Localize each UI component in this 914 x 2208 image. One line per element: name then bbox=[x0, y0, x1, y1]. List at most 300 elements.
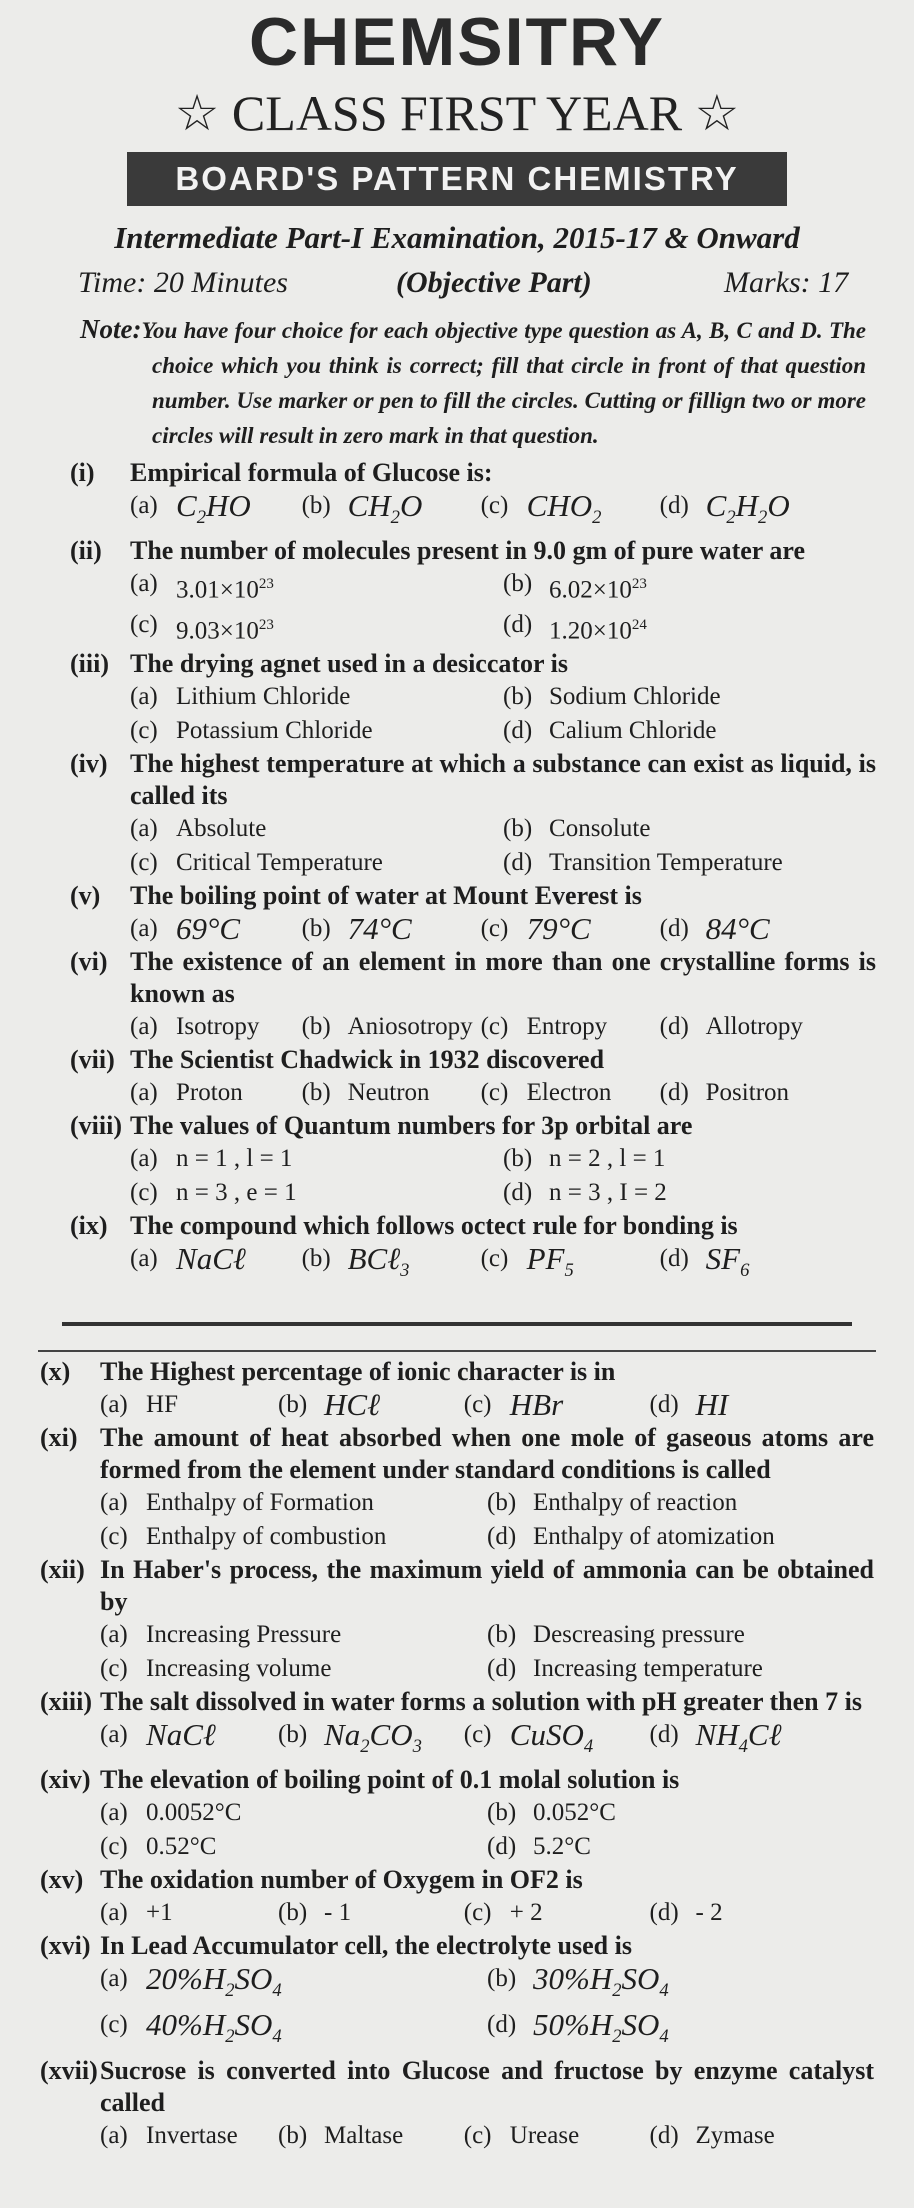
option-text: Allotropy bbox=[705, 1012, 803, 1040]
option-text: $C_2H_2O$ bbox=[705, 488, 790, 529]
question-item bbox=[70, 1210, 876, 1288]
option-item[interactable] bbox=[100, 1652, 487, 1686]
option-label: (a) bbox=[130, 682, 158, 710]
option-label: (c) bbox=[130, 1178, 158, 1206]
option-item[interactable] bbox=[100, 1830, 487, 1864]
option-item[interactable] bbox=[487, 1618, 874, 1652]
question-item bbox=[70, 1110, 876, 1210]
question-text: Empirical formula of Glucose is: bbox=[130, 458, 493, 487]
option-label: (b) bbox=[278, 2121, 308, 2149]
question-text-row bbox=[40, 1764, 874, 1796]
option-item[interactable] bbox=[503, 1142, 876, 1176]
option-item[interactable] bbox=[130, 489, 302, 535]
option-item[interactable] bbox=[650, 1896, 836, 1930]
option-label: (c) bbox=[480, 492, 509, 519]
option-text: HBr bbox=[509, 1387, 564, 1422]
question-item bbox=[70, 535, 876, 648]
option-item[interactable] bbox=[481, 912, 660, 946]
option-text: +1 bbox=[146, 1899, 173, 1927]
option-label: (a) bbox=[130, 1078, 158, 1106]
option-text: Maltase bbox=[324, 2121, 404, 2149]
option-text: Absolute bbox=[176, 814, 267, 842]
option-item[interactable] bbox=[660, 912, 839, 946]
question-text: The Scientist Chadwick in 1932 discovered bbox=[130, 1044, 605, 1074]
option-label: (d) bbox=[487, 2011, 517, 2039]
option-text: Enthalpy of atomization bbox=[533, 1523, 775, 1550]
option-item[interactable] bbox=[487, 1830, 874, 1864]
option-item[interactable] bbox=[130, 608, 503, 648]
option-label: (c) bbox=[130, 848, 158, 876]
option-text: Positron bbox=[705, 1078, 790, 1106]
question-text: The drying agnet used in a desiccator is bbox=[130, 648, 568, 678]
option-label: (a) bbox=[130, 914, 158, 942]
option-text: NaCℓ bbox=[146, 1717, 216, 1752]
options-list bbox=[130, 1142, 876, 1210]
question-text-row bbox=[70, 1044, 876, 1076]
options-list bbox=[100, 2119, 874, 2153]
exam-heading: Intermediate Part-I Examination, 2015-17 & Onward bbox=[114, 220, 800, 255]
option-text: Zymase bbox=[695, 2121, 775, 2149]
option-label: (d) bbox=[503, 610, 533, 638]
question-number: (viii) bbox=[70, 1110, 122, 1140]
option-label: (b) bbox=[301, 492, 331, 519]
option-text: $SF_6$ bbox=[705, 1240, 750, 1282]
option-item[interactable] bbox=[503, 567, 876, 607]
option-item[interactable] bbox=[660, 1242, 839, 1288]
question-number: (ii) bbox=[70, 536, 102, 566]
option-label: (d) bbox=[503, 848, 533, 876]
question-number: (xiii) bbox=[40, 1687, 92, 1716]
question-text: The number of molecules present in 9.0 gm of pure water are bbox=[130, 536, 805, 566]
question-text-row bbox=[40, 1686, 874, 1718]
option-item[interactable] bbox=[100, 1896, 278, 1930]
option-item[interactable] bbox=[100, 1388, 278, 1422]
option-label: (b) bbox=[487, 1621, 517, 1648]
question-text: The oxidation number of Oxygem in OF2 is bbox=[100, 1865, 583, 1895]
option-item[interactable] bbox=[100, 2119, 278, 2153]
options-list bbox=[130, 489, 876, 535]
option-label: (a) bbox=[100, 1391, 128, 1418]
option-item[interactable] bbox=[130, 1142, 503, 1176]
option-label: (a) bbox=[130, 492, 158, 519]
option-label: (d) bbox=[487, 1655, 517, 1682]
option-item[interactable] bbox=[464, 1896, 650, 1930]
option-label: (b) bbox=[487, 1489, 517, 1516]
option-text: 0.0052°C bbox=[146, 1799, 242, 1827]
option-text: Critical Temperature bbox=[176, 848, 383, 876]
question-item bbox=[40, 1422, 874, 1554]
option-text: $3.01\times 10^{23}$ bbox=[176, 576, 274, 604]
option-label: (c) bbox=[463, 2121, 492, 2149]
question-item bbox=[70, 1044, 876, 1110]
option-item[interactable] bbox=[130, 1010, 302, 1044]
option-text: 5.2°C bbox=[533, 1833, 591, 1861]
option-label: (d) bbox=[487, 1523, 517, 1550]
option-label: (d) bbox=[649, 1391, 679, 1418]
option-label: (b) bbox=[301, 914, 331, 942]
options-list bbox=[130, 567, 876, 648]
option-text: $C_2HO$ bbox=[176, 488, 251, 529]
question-text-row bbox=[40, 1864, 874, 1896]
question-text-row bbox=[40, 1930, 874, 1962]
question-text-row bbox=[40, 2055, 874, 2119]
option-item[interactable] bbox=[130, 812, 503, 846]
option-item[interactable] bbox=[130, 680, 503, 714]
question-item bbox=[70, 880, 876, 946]
question-item bbox=[70, 748, 876, 880]
question-text: Sucrose is converted into Glucose and fructose by enzyme catalyst called bbox=[100, 2055, 874, 2117]
option-item[interactable] bbox=[130, 846, 503, 880]
option-text: 84°C bbox=[705, 910, 770, 946]
question-number: (i) bbox=[70, 458, 95, 487]
option-item[interactable] bbox=[278, 2119, 464, 2153]
options-list bbox=[100, 1962, 874, 2054]
question-text-row bbox=[70, 457, 876, 489]
option-item[interactable] bbox=[302, 489, 481, 535]
option-label: (c) bbox=[100, 1655, 128, 1682]
option-label: (d) bbox=[649, 1899, 679, 1927]
option-item[interactable] bbox=[487, 1962, 874, 2008]
option-text: 79°C bbox=[526, 910, 591, 946]
option-text: 0.52°C bbox=[146, 1833, 217, 1861]
option-item[interactable] bbox=[278, 1896, 464, 1930]
option-item[interactable] bbox=[487, 1652, 874, 1686]
option-item[interactable] bbox=[302, 912, 481, 946]
option-text: Sodium Chloride bbox=[549, 682, 721, 710]
option-item[interactable] bbox=[650, 1718, 836, 1764]
option-text: NaCℓ bbox=[176, 1240, 246, 1276]
option-label: (a) bbox=[100, 1721, 128, 1748]
question-item bbox=[70, 648, 876, 748]
question-text-row bbox=[70, 535, 876, 567]
option-item[interactable] bbox=[481, 489, 660, 535]
question-item bbox=[40, 1864, 874, 1930]
option-text: BCℓ$_3$ bbox=[347, 1240, 410, 1282]
note-label: Note: bbox=[80, 314, 142, 344]
option-label: (c) bbox=[100, 1523, 128, 1550]
option-label: (a) bbox=[100, 1489, 128, 1516]
options-list bbox=[100, 1718, 874, 1764]
question-item bbox=[40, 1686, 874, 1764]
question-number: (v) bbox=[70, 880, 101, 910]
option-item[interactable] bbox=[481, 1076, 660, 1110]
divider-thin bbox=[38, 1350, 876, 1352]
option-label: (b) bbox=[301, 1078, 331, 1106]
option-label: (d) bbox=[659, 1244, 689, 1272]
question-number: (x) bbox=[40, 1357, 71, 1386]
option-text: Increasing Pressure bbox=[146, 1621, 342, 1648]
option-item[interactable] bbox=[130, 1076, 302, 1110]
question-text: The amount of heat absorbed when one mole of gaseous atoms are formed from the element under standard conditions is called bbox=[100, 1423, 874, 1484]
class-subtitle: ☆ CLASS FIRST YEAR ☆ bbox=[174, 85, 740, 141]
option-label: (d) bbox=[659, 914, 689, 942]
option-item[interactable] bbox=[487, 2008, 874, 2054]
question-text-row bbox=[40, 1554, 874, 1618]
option-item[interactable] bbox=[650, 1388, 836, 1422]
options-list bbox=[130, 812, 876, 880]
option-text: Urease bbox=[509, 2121, 580, 2149]
option-text: Proton bbox=[176, 1078, 243, 1106]
question-number: (ix) bbox=[70, 1210, 108, 1240]
option-item[interactable] bbox=[503, 680, 876, 714]
option-label: (a) bbox=[100, 1799, 128, 1827]
option-item[interactable] bbox=[487, 1520, 874, 1554]
options-list bbox=[100, 1618, 874, 1686]
time-label: Time: 20 Minutes bbox=[78, 266, 288, 299]
option-label: (d) bbox=[487, 1833, 517, 1861]
option-item[interactable] bbox=[130, 912, 302, 946]
option-label: (b) bbox=[278, 1899, 308, 1927]
option-label: (a) bbox=[100, 1965, 128, 1993]
option-item[interactable] bbox=[100, 1520, 487, 1554]
option-label: (a) bbox=[100, 2121, 128, 2149]
option-label: (d) bbox=[659, 492, 689, 519]
option-label: (c) bbox=[480, 1244, 509, 1272]
question-item bbox=[70, 946, 876, 1044]
question-text-row bbox=[70, 1210, 876, 1242]
option-text: Consolute bbox=[549, 814, 651, 842]
option-item[interactable] bbox=[302, 1076, 481, 1110]
option-item[interactable] bbox=[278, 1718, 464, 1764]
question-text-row bbox=[70, 946, 876, 1010]
question-text: The boiling point of water at Mount Everest is bbox=[130, 880, 642, 910]
page-title: CHEMSITRY bbox=[249, 4, 665, 80]
option-label: (b) bbox=[301, 1012, 331, 1040]
options-list bbox=[130, 1076, 876, 1110]
option-label: (c) bbox=[463, 1721, 492, 1748]
option-label: (a) bbox=[100, 1621, 128, 1648]
option-label: (b) bbox=[278, 1391, 308, 1418]
option-text: 69°C bbox=[176, 910, 241, 946]
option-item[interactable] bbox=[503, 812, 876, 846]
option-text: $6.02\times 10^{23}$ bbox=[549, 576, 647, 604]
option-text: HCℓ bbox=[324, 1387, 381, 1422]
option-item[interactable] bbox=[660, 1076, 839, 1110]
option-text: HF bbox=[146, 1391, 178, 1418]
option-text: CuSO$_4$ bbox=[509, 1717, 594, 1758]
option-item[interactable] bbox=[464, 1388, 650, 1422]
option-item[interactable] bbox=[100, 1796, 487, 1830]
option-text: Increasing volume bbox=[146, 1655, 332, 1682]
questions-section-1 bbox=[70, 457, 876, 1288]
questions-section-2 bbox=[40, 1356, 874, 2153]
option-label: (a) bbox=[130, 814, 158, 842]
option-text: Transition Temperature bbox=[549, 848, 783, 876]
option-label: (c) bbox=[480, 914, 509, 942]
options-list bbox=[130, 912, 876, 946]
option-text: Descreasing pressure bbox=[533, 1621, 745, 1648]
question-item bbox=[40, 1930, 874, 2054]
option-item[interactable] bbox=[100, 2008, 487, 2054]
question-text: The compound which follows octect rule for bonding is bbox=[130, 1210, 738, 1240]
option-text: Aniosotropy bbox=[347, 1012, 473, 1040]
banner-wrap bbox=[0, 152, 914, 206]
option-label: (b) bbox=[301, 1244, 331, 1272]
option-item[interactable] bbox=[660, 489, 839, 535]
option-text: Potassium Chloride bbox=[176, 716, 373, 744]
exam-meta bbox=[0, 262, 914, 306]
option-item[interactable] bbox=[487, 1486, 874, 1520]
option-item[interactable] bbox=[130, 714, 503, 748]
option-text: Increasing temperature bbox=[533, 1655, 763, 1682]
option-item[interactable] bbox=[464, 2119, 650, 2153]
option-item[interactable] bbox=[100, 1962, 487, 2008]
option-item[interactable] bbox=[464, 1718, 650, 1764]
option-text: $20\%H_2SO_4$ bbox=[146, 1961, 282, 2002]
question-text-row bbox=[70, 880, 876, 912]
option-text: Enthalpy of Formation bbox=[146, 1489, 374, 1516]
option-item[interactable] bbox=[481, 1010, 660, 1044]
options-list bbox=[100, 1388, 874, 1422]
question-text: The highest temperature at which a substance can exist as liquid, is called its bbox=[130, 748, 876, 810]
options-list bbox=[130, 1242, 876, 1288]
option-item[interactable] bbox=[503, 714, 876, 748]
option-label: (d) bbox=[649, 1721, 679, 1748]
option-text: $CH_2O$ bbox=[347, 488, 423, 529]
option-text: Invertase bbox=[146, 2121, 238, 2149]
question-text-row bbox=[40, 1422, 874, 1486]
option-item[interactable] bbox=[503, 1176, 876, 1210]
option-label: (b) bbox=[278, 1721, 308, 1748]
option-label: (b) bbox=[503, 570, 533, 598]
question-number: (xi) bbox=[40, 1423, 78, 1452]
option-label: (d) bbox=[503, 1178, 533, 1206]
option-text: $9.03\times 10^{23}$ bbox=[176, 616, 274, 644]
options-list bbox=[130, 680, 876, 748]
option-label: (a) bbox=[130, 570, 158, 598]
question-item bbox=[40, 1554, 874, 1686]
option-text: $Na_2CO_3$ bbox=[324, 1717, 422, 1758]
option-text: Isotropy bbox=[176, 1012, 260, 1040]
option-item[interactable] bbox=[100, 1618, 487, 1652]
option-label: (d) bbox=[503, 716, 533, 744]
question-text: In Lead Accumulator cell, the electrolyte used is bbox=[100, 1931, 632, 1961]
option-text: Electron bbox=[526, 1078, 612, 1106]
option-item[interactable] bbox=[481, 1242, 660, 1288]
question-item bbox=[40, 2055, 874, 2153]
option-label: (c) bbox=[130, 716, 158, 744]
note-text: You have four choice for each objective type question as A, B, C and D. The choice which you think is correct; fill that circle in front of that question number. Use marker or pen to fill the circles. Cutting or fillign two or more circles will result in zero mark in that question. bbox=[141, 318, 866, 448]
option-label: (a) bbox=[130, 1012, 158, 1040]
option-label: (d) bbox=[649, 2121, 679, 2149]
question-text-row bbox=[70, 1110, 876, 1142]
question-text-row bbox=[40, 1356, 874, 1388]
question-item bbox=[70, 457, 876, 535]
option-text: $PF_5$ bbox=[526, 1240, 574, 1282]
options-list bbox=[100, 1896, 874, 1930]
option-label: (c) bbox=[130, 610, 158, 638]
question-text: In Haber's process, the maximum yield of ammonia can be obtained by bbox=[100, 1555, 874, 1616]
option-text: 74°C bbox=[347, 910, 412, 946]
option-text: $1.20\times 10^{24}$ bbox=[549, 616, 647, 644]
question-item bbox=[40, 1356, 874, 1422]
option-text: - 1 bbox=[324, 1899, 352, 1927]
option-text: $50\%H_2SO_4$ bbox=[533, 2007, 669, 2048]
note-paragraph bbox=[80, 312, 866, 453]
options-list bbox=[100, 1486, 874, 1554]
option-item[interactable] bbox=[650, 2119, 836, 2153]
option-label: (b) bbox=[503, 1144, 533, 1172]
option-item[interactable] bbox=[302, 1242, 481, 1288]
question-number: (iii) bbox=[70, 648, 109, 678]
question-text-row bbox=[70, 648, 876, 680]
option-label: (c) bbox=[463, 1899, 492, 1927]
question-text: The Highest percentage of ionic character is in bbox=[100, 1357, 616, 1386]
option-label: (d) bbox=[659, 1012, 689, 1040]
option-label: (b) bbox=[487, 1965, 517, 1993]
part-label: (Objective Part) bbox=[396, 266, 592, 299]
option-label: (b) bbox=[487, 1799, 517, 1827]
option-item[interactable] bbox=[660, 1010, 839, 1044]
option-label: (c) bbox=[100, 1833, 128, 1861]
question-text: The salt dissolved in water forms a solution with pH greater then 7 is bbox=[100, 1687, 862, 1716]
option-item[interactable] bbox=[503, 846, 876, 880]
option-item[interactable] bbox=[100, 1486, 487, 1520]
option-label: (b) bbox=[503, 682, 533, 710]
option-label: (a) bbox=[130, 1244, 158, 1272]
option-text: n = 1 , l = 1 bbox=[176, 1144, 293, 1172]
option-label: (d) bbox=[659, 1078, 689, 1106]
option-item[interactable] bbox=[130, 1242, 302, 1288]
option-label: (c) bbox=[100, 2011, 128, 2039]
option-text: HI bbox=[695, 1387, 729, 1422]
question-number: (xvi) bbox=[40, 1931, 91, 1961]
divider-thick bbox=[62, 1322, 852, 1326]
option-text: Enthalpy of reaction bbox=[533, 1489, 738, 1516]
option-item[interactable] bbox=[130, 567, 503, 607]
option-text: Lithium Chloride bbox=[176, 682, 351, 710]
option-item[interactable] bbox=[278, 1388, 464, 1422]
question-item bbox=[40, 1764, 874, 1864]
question-number: (vii) bbox=[70, 1044, 115, 1074]
question-number: (xii) bbox=[40, 1555, 85, 1584]
option-text: Entropy bbox=[526, 1012, 608, 1040]
option-text: Neutron bbox=[347, 1078, 430, 1106]
question-number: (xvii) bbox=[40, 2055, 98, 2085]
question-number: (vi) bbox=[70, 946, 108, 976]
option-item[interactable] bbox=[487, 1796, 874, 1830]
option-item[interactable] bbox=[503, 608, 876, 648]
question-text-row bbox=[70, 748, 876, 812]
pattern-banner: BOARD'S PATTERN CHEMISTRY bbox=[127, 152, 787, 206]
option-text: $CHO_2$ bbox=[526, 488, 602, 529]
option-text: 0.052°C bbox=[533, 1799, 616, 1827]
options-list bbox=[100, 1796, 874, 1864]
option-label: (c) bbox=[463, 1391, 492, 1418]
option-text: $NH_4C\ell$ bbox=[695, 1717, 782, 1758]
options-list bbox=[130, 1010, 876, 1044]
option-text: n = 3 , I = 2 bbox=[549, 1178, 667, 1206]
option-label: (a) bbox=[100, 1899, 128, 1927]
option-item[interactable] bbox=[100, 1718, 278, 1764]
question-text: The existence of an element in more than one crystalline forms is known as bbox=[130, 946, 876, 1008]
option-text: - 2 bbox=[695, 1899, 723, 1927]
option-label: (c) bbox=[480, 1012, 509, 1040]
question-number: (xv) bbox=[40, 1865, 84, 1895]
option-text: n = 2 , l = 1 bbox=[549, 1144, 666, 1172]
option-label: (b) bbox=[503, 814, 533, 842]
option-text: $40\%H_2SO_4$ bbox=[146, 2007, 282, 2048]
option-label: (a) bbox=[130, 1144, 158, 1172]
option-item[interactable] bbox=[302, 1010, 481, 1044]
option-text: Calium Chloride bbox=[549, 716, 717, 744]
marks-label: Marks: 17 bbox=[724, 266, 849, 299]
option-item[interactable] bbox=[130, 1176, 503, 1210]
option-text: $30\%H_2SO_4$ bbox=[533, 1961, 669, 2002]
question-number: (xiv) bbox=[40, 1765, 91, 1795]
question-text: The elevation of boiling point of 0.1 molal solution is bbox=[100, 1765, 680, 1795]
option-text: + 2 bbox=[509, 1899, 543, 1927]
